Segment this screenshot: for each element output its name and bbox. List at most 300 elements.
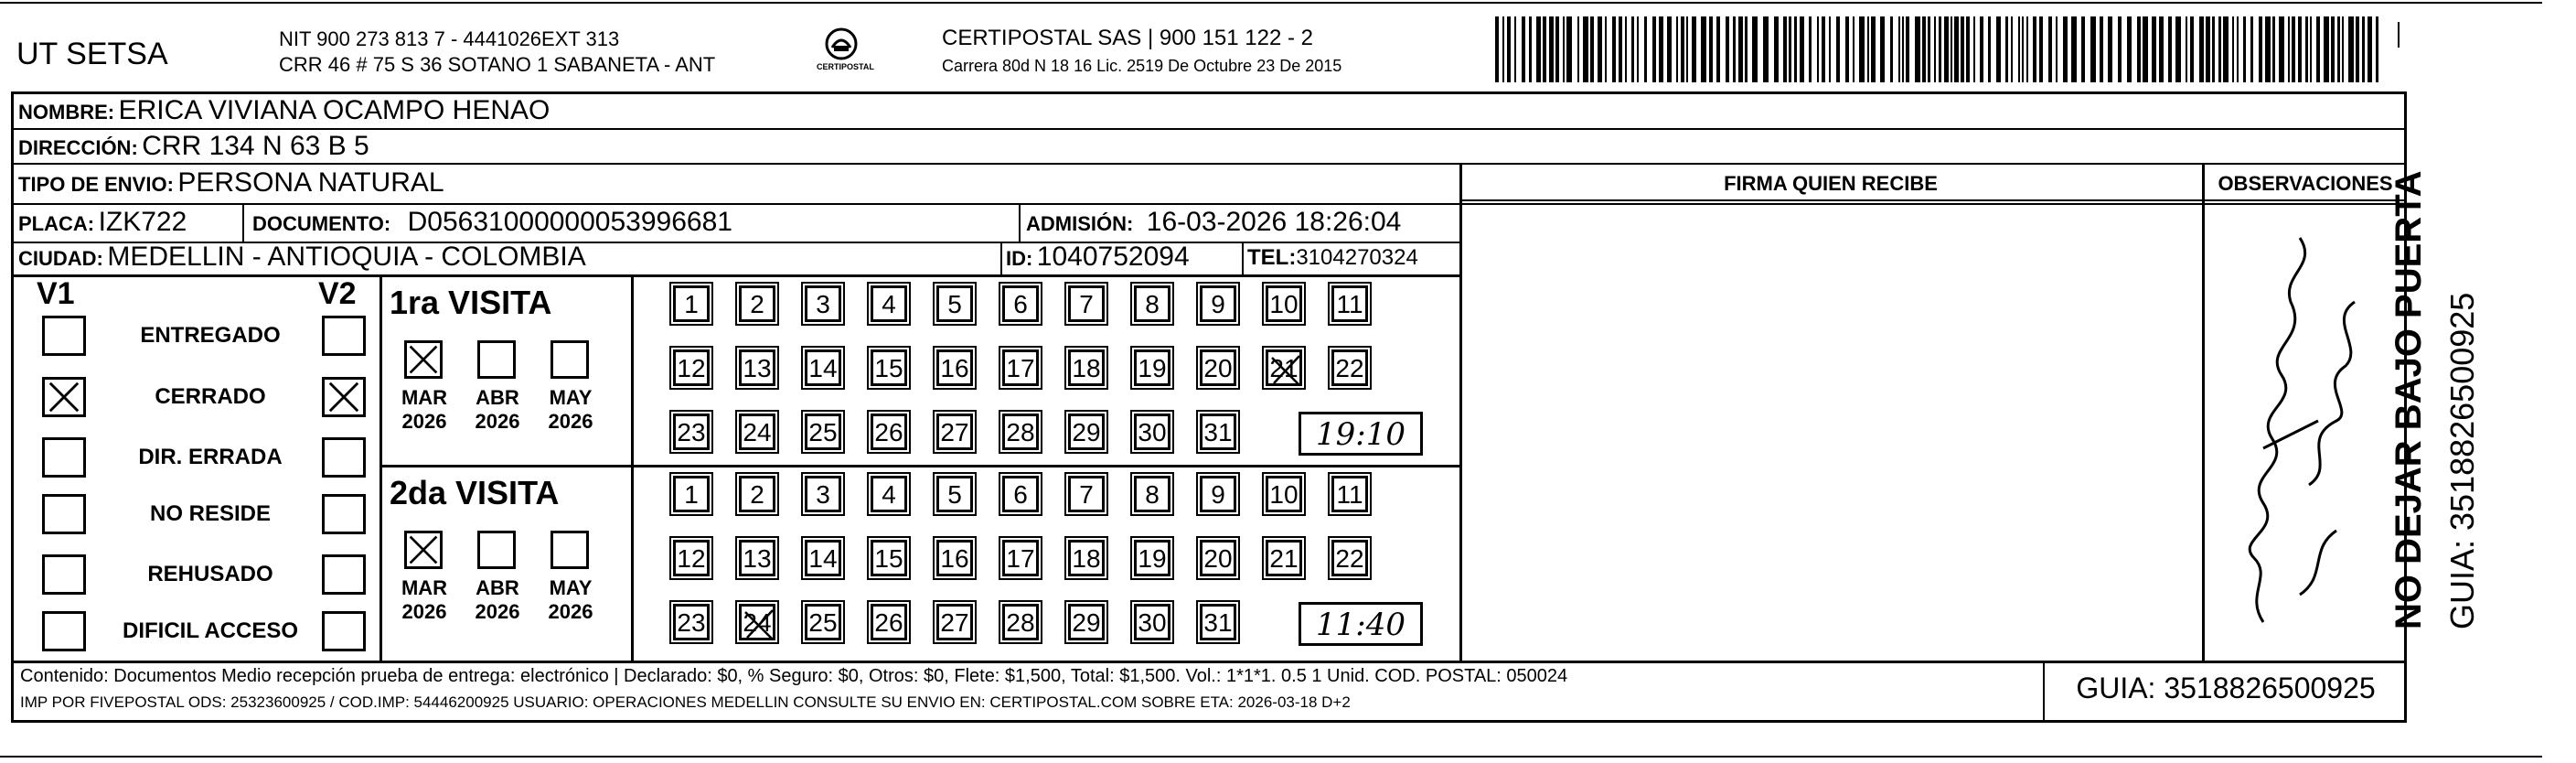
placa-label: PLACA: bbox=[18, 212, 95, 235]
barcode-bar bbox=[1880, 16, 1885, 82]
tel-label: TEL: bbox=[1247, 245, 1297, 270]
day-box[interactable] bbox=[1266, 285, 1302, 322]
barcode-bar bbox=[1738, 16, 1743, 82]
barcode-bar bbox=[1817, 16, 1819, 82]
row-line bbox=[11, 128, 2407, 130]
day-number: 17 bbox=[1006, 544, 1035, 573]
top-border bbox=[0, 2, 2542, 4]
day-number: 25 bbox=[808, 608, 838, 637]
barcode-bar bbox=[1566, 16, 1572, 82]
id-value: 1040752094 bbox=[1036, 242, 1190, 272]
day-number: 31 bbox=[1203, 418, 1233, 446]
day-number: 8 bbox=[1145, 480, 1160, 509]
barcode-bar bbox=[2298, 16, 2302, 82]
day-number: 21 bbox=[1269, 544, 1299, 573]
barcode-bar bbox=[1809, 16, 1812, 82]
day-box[interactable] bbox=[1002, 349, 1039, 386]
day-number: 29 bbox=[1072, 418, 1101, 446]
barcode-bar bbox=[1954, 16, 1959, 82]
barcode-bar bbox=[1973, 16, 1975, 82]
barcode-bar bbox=[1549, 16, 1554, 82]
status-label: DIFICIL ACCESO bbox=[122, 618, 298, 643]
logo-text: CERTIPOSTAL bbox=[817, 62, 874, 71]
day-box[interactable] bbox=[936, 604, 973, 640]
day-box[interactable] bbox=[1068, 285, 1105, 322]
barcode-bar bbox=[1745, 16, 1748, 82]
day-box[interactable] bbox=[1134, 476, 1170, 512]
barcode-bar bbox=[1789, 16, 1791, 82]
day-number: 3 bbox=[816, 480, 830, 509]
day-number: 2 bbox=[750, 480, 764, 509]
nombre-label: NOMBRE: bbox=[18, 101, 115, 124]
day-mark-icon bbox=[742, 607, 778, 643]
barcode-bar bbox=[1716, 16, 1720, 82]
day-box[interactable] bbox=[673, 349, 710, 386]
barcode-bar bbox=[1543, 16, 1546, 82]
barcode-bar bbox=[2071, 16, 2077, 82]
day-box[interactable] bbox=[936, 349, 973, 386]
month-checkbox[interactable] bbox=[550, 340, 589, 379]
day-box[interactable] bbox=[1266, 476, 1302, 512]
direccion-value: CRR 134 N 63 B 5 bbox=[142, 131, 369, 161]
barcode-bar bbox=[2376, 16, 2378, 82]
barcode-bar bbox=[1845, 16, 1849, 82]
x-mark-icon bbox=[407, 343, 440, 376]
day-box[interactable] bbox=[805, 540, 841, 576]
barcode-bar bbox=[1659, 16, 1663, 82]
day-box[interactable] bbox=[871, 414, 907, 450]
day-box[interactable] bbox=[739, 285, 775, 322]
month-checkbox[interactable] bbox=[477, 531, 516, 569]
time-box[interactable] bbox=[1299, 412, 1423, 456]
bottom-border bbox=[0, 756, 2542, 758]
day-box[interactable] bbox=[1002, 540, 1039, 576]
barcode-bar bbox=[2348, 16, 2354, 82]
barcode-bar bbox=[1644, 16, 1647, 82]
visit-title: 1ra VISITA bbox=[390, 284, 552, 321]
day-box[interactable] bbox=[1331, 476, 1368, 512]
day-box[interactable] bbox=[673, 414, 710, 450]
tipo-row bbox=[18, 167, 444, 199]
day-number: 27 bbox=[940, 608, 969, 637]
day-box[interactable] bbox=[739, 540, 775, 576]
day-box[interactable] bbox=[673, 604, 710, 640]
v2-checkbox[interactable] bbox=[322, 316, 366, 356]
barcode-bar bbox=[1529, 16, 1532, 82]
day-box[interactable] bbox=[1068, 540, 1105, 576]
barcode-bar bbox=[2033, 16, 2036, 82]
barcode-bar bbox=[2288, 16, 2290, 82]
col-line-tel bbox=[1242, 242, 1244, 274]
day-box[interactable] bbox=[1200, 349, 1236, 386]
day-box[interactable] bbox=[871, 349, 907, 386]
month-checkbox[interactable] bbox=[550, 531, 589, 569]
barcode-bar bbox=[1871, 16, 1876, 82]
barcode-bar bbox=[2272, 16, 2275, 82]
barcode-bar bbox=[1928, 16, 1930, 82]
barcode-bar bbox=[2127, 16, 2132, 82]
barcode-bar bbox=[1692, 16, 1696, 82]
barcode-bar bbox=[2331, 16, 2335, 82]
handwritten-time: 11:40 bbox=[1316, 607, 1406, 643]
month-year: 2026 bbox=[475, 410, 520, 433]
barcode-bar bbox=[2090, 16, 2096, 82]
day-number: 4 bbox=[882, 480, 896, 509]
day-box[interactable] bbox=[1266, 349, 1302, 386]
x-mark-icon bbox=[407, 533, 440, 566]
day-number: 24 bbox=[743, 418, 772, 446]
barcode-bar bbox=[1794, 16, 1797, 82]
day-box[interactable] bbox=[805, 349, 841, 386]
barcode-bar bbox=[1898, 16, 1900, 82]
day-number: 2 bbox=[750, 290, 764, 318]
day-box[interactable] bbox=[739, 604, 775, 640]
day-number: 29 bbox=[1072, 608, 1101, 637]
day-number: 9 bbox=[1211, 290, 1225, 318]
ciudad-value: MEDELLIN - ANTIOQUIA - COLOMBIA bbox=[107, 242, 586, 272]
ciudad-field bbox=[18, 242, 586, 273]
id-label: ID: bbox=[1006, 247, 1033, 270]
footer-imp-line: IMP POR FIVEPOSTAL ODS: 25323600925 / COD.IMP: 54446200925 USUARIO: OPERACIONES MEDELLIN CONSULTE SU ENVIO EN: CERTIPOSTAL.COM SOBRE ETA: 2026-03-18 D+2 bbox=[20, 693, 1351, 711]
barcode-bar bbox=[2362, 16, 2365, 82]
barcode-bar bbox=[1598, 16, 1602, 82]
v2-checkbox[interactable] bbox=[322, 437, 366, 478]
v2-checkbox[interactable] bbox=[322, 377, 366, 417]
day-box[interactable] bbox=[871, 540, 907, 576]
month-label bbox=[468, 386, 527, 434]
month-checkbox[interactable] bbox=[404, 340, 443, 379]
month-year: 2026 bbox=[401, 600, 447, 623]
day-number: 30 bbox=[1138, 418, 1167, 446]
day-box[interactable] bbox=[1002, 414, 1039, 450]
tipo-label: TIPO DE ENVIO: bbox=[18, 173, 174, 196]
admision-field bbox=[1026, 207, 1401, 238]
barcode-bar bbox=[2218, 16, 2221, 82]
barcode bbox=[1495, 16, 2387, 82]
nombre-value: ERICA VIVIANA OCAMPO HENAO bbox=[118, 95, 550, 125]
barcode-bar bbox=[2292, 16, 2295, 82]
day-box[interactable] bbox=[1134, 604, 1170, 640]
day-box[interactable] bbox=[1068, 604, 1105, 640]
day-number: 16 bbox=[940, 354, 969, 382]
day-number: 12 bbox=[677, 544, 706, 573]
day-box[interactable] bbox=[1134, 414, 1170, 450]
row-line bbox=[11, 203, 2407, 205]
day-box[interactable] bbox=[1331, 285, 1368, 322]
day-box[interactable] bbox=[739, 476, 775, 512]
v1-checkbox[interactable] bbox=[42, 494, 86, 534]
barcode-bar bbox=[2137, 16, 2141, 82]
day-box[interactable] bbox=[673, 476, 710, 512]
barcode-bar bbox=[2159, 16, 2164, 82]
day-box[interactable] bbox=[1200, 540, 1236, 576]
barcode-bar bbox=[2265, 16, 2271, 82]
day-number: 8 bbox=[1145, 290, 1160, 318]
v2-header: V2 bbox=[318, 276, 357, 311]
footer-content-line: Contenido: Documentos Medio recepción prueba de entrega: electrónico | Declarado: $0, % Seguro: $0, Otros: $0, Flete: $1,500, Total: $1,500. Vol.: 1*1*1. 0.5 1 Unid. COD. POSTAL: 050024 bbox=[20, 666, 1568, 686]
id-field bbox=[1006, 242, 1190, 273]
month-label bbox=[541, 576, 600, 624]
barcode-bar bbox=[2175, 16, 2181, 82]
day-box[interactable] bbox=[805, 604, 841, 640]
barcode-bar bbox=[1836, 16, 1840, 82]
barcode-bar bbox=[2259, 16, 2262, 82]
day-mark-icon bbox=[1268, 352, 1305, 389]
certipostal-logo bbox=[823, 26, 860, 62]
barcode-bar bbox=[2108, 16, 2112, 82]
barcode-bar bbox=[1590, 16, 1594, 82]
day-box[interactable] bbox=[871, 476, 907, 512]
barcode-bar bbox=[1890, 16, 1893, 82]
day-number: 7 bbox=[1079, 480, 1094, 509]
day-box[interactable] bbox=[805, 414, 841, 450]
visit-title: 2da VISITA bbox=[390, 474, 560, 511]
day-number: 19 bbox=[1138, 354, 1167, 382]
barcode-bar bbox=[2081, 16, 2085, 82]
barcode-bar bbox=[1701, 16, 1706, 82]
barcode-bar bbox=[1612, 16, 1616, 82]
day-number: 10 bbox=[1269, 290, 1299, 318]
day-number: 12 bbox=[677, 354, 706, 382]
v1-checkbox[interactable] bbox=[42, 611, 86, 651]
tel-value: 3104270324 bbox=[1296, 245, 1418, 270]
barcode-bar bbox=[2100, 16, 2103, 82]
day-number: 20 bbox=[1203, 544, 1233, 573]
day-box[interactable] bbox=[1134, 285, 1170, 322]
day-number: 13 bbox=[743, 544, 772, 573]
barcode-bar bbox=[2250, 16, 2253, 82]
barcode-bar bbox=[1922, 16, 1926, 82]
tipo-value: PERSONA NATURAL bbox=[177, 167, 444, 198]
nit-text: NIT 900 273 813 7 - 4441026EXT 313 bbox=[279, 27, 620, 50]
day-number: 22 bbox=[1335, 354, 1364, 382]
certipostal-info: CERTIPOSTAL SAS | 900 151 122 - 2 bbox=[942, 26, 1313, 50]
barcode-bar bbox=[2305, 16, 2308, 82]
barcode-bar bbox=[1988, 16, 1991, 82]
day-number: 18 bbox=[1072, 354, 1101, 382]
barcode-bar bbox=[1859, 16, 1865, 82]
v2-checkbox[interactable] bbox=[322, 611, 366, 651]
v2-checkbox[interactable] bbox=[322, 554, 366, 595]
certipostal-logo-icon bbox=[823, 26, 860, 62]
barcode-bar bbox=[1605, 16, 1607, 82]
day-number: 6 bbox=[1013, 480, 1028, 509]
month-name: ABR bbox=[476, 576, 519, 599]
barcode-bar bbox=[1966, 16, 1970, 82]
v1-checkbox[interactable] bbox=[42, 437, 86, 478]
day-number: 22 bbox=[1335, 544, 1364, 573]
time-box[interactable] bbox=[1299, 602, 1423, 646]
barcode-bar bbox=[1563, 16, 1565, 82]
barcode-bar bbox=[1686, 16, 1688, 82]
day-box[interactable] bbox=[936, 414, 973, 450]
ciudad-label: CIUDAD: bbox=[18, 247, 103, 270]
documento-label: DOCUMENTO: bbox=[252, 212, 391, 235]
x-mark-icon bbox=[45, 380, 83, 414]
day-box[interactable] bbox=[936, 540, 973, 576]
day-number: 25 bbox=[808, 418, 838, 446]
barcode-bar bbox=[2199, 16, 2204, 82]
day-number: 13 bbox=[743, 354, 772, 382]
month-label bbox=[395, 576, 454, 624]
day-box[interactable] bbox=[1002, 285, 1039, 322]
barcode-bar bbox=[1939, 16, 1941, 82]
barcode-bar bbox=[1915, 16, 1920, 82]
col-line-placa bbox=[242, 203, 244, 242]
month-name: ABR bbox=[476, 386, 519, 409]
day-number: 15 bbox=[874, 544, 903, 573]
barcode-bar bbox=[1625, 16, 1627, 82]
row-line bbox=[11, 274, 1459, 277]
day-box[interactable] bbox=[1266, 540, 1302, 576]
barcode-bar bbox=[1619, 16, 1622, 82]
day-box[interactable] bbox=[1134, 540, 1170, 576]
day-box[interactable] bbox=[1068, 349, 1105, 386]
day-box[interactable] bbox=[1134, 349, 1170, 386]
day-box[interactable] bbox=[871, 285, 907, 322]
day-number: 10 bbox=[1269, 480, 1299, 509]
barcode-bar bbox=[2206, 16, 2210, 82]
day-number: 18 bbox=[1072, 544, 1101, 573]
barcode-bar bbox=[1763, 16, 1769, 82]
header-sub-line bbox=[1459, 199, 2407, 201]
barcode-bar bbox=[1502, 16, 1504, 82]
barcode-bar bbox=[2063, 16, 2068, 82]
status-label: REHUSADO bbox=[147, 562, 273, 586]
month-checkbox[interactable] bbox=[404, 531, 443, 569]
barcode-bar bbox=[2279, 16, 2284, 82]
company-name: UT SETSA bbox=[16, 37, 168, 71]
barcode-bar bbox=[1800, 16, 1804, 82]
status-label: ENTREGADO bbox=[140, 323, 281, 348]
day-number: 27 bbox=[940, 418, 969, 446]
barcode-bar bbox=[2342, 16, 2344, 82]
day-number: 28 bbox=[1006, 418, 1035, 446]
month-checkbox[interactable] bbox=[477, 340, 516, 379]
edge-mark bbox=[2398, 22, 2400, 48]
barcode-bar bbox=[2368, 16, 2372, 82]
day-box[interactable] bbox=[805, 285, 841, 322]
col-line-obs bbox=[2202, 165, 2205, 661]
day-box[interactable] bbox=[1002, 476, 1039, 512]
day-number: 9 bbox=[1211, 480, 1225, 509]
barcode-bar bbox=[1961, 16, 1964, 82]
day-box[interactable] bbox=[1200, 604, 1236, 640]
day-box[interactable] bbox=[805, 476, 841, 512]
day-box[interactable] bbox=[1331, 349, 1368, 386]
barcode-bar bbox=[1522, 16, 1525, 82]
day-number: 20 bbox=[1203, 354, 1233, 382]
barcode-bar bbox=[2018, 16, 2020, 82]
day-box[interactable] bbox=[1200, 414, 1236, 450]
barcode-bar bbox=[1752, 16, 1758, 82]
v1-checkbox[interactable] bbox=[42, 316, 86, 356]
v2-checkbox[interactable] bbox=[322, 494, 366, 534]
placa-value: IZK722 bbox=[98, 207, 187, 237]
barcode-bar bbox=[2237, 16, 2239, 82]
col-line-firma bbox=[1459, 165, 1462, 661]
month-name: MAR bbox=[401, 386, 448, 409]
v1-checkbox[interactable] bbox=[42, 377, 86, 417]
barcode-bar bbox=[2048, 16, 2052, 82]
day-box[interactable] bbox=[739, 349, 775, 386]
day-box[interactable] bbox=[871, 604, 907, 640]
barcode-bar bbox=[1676, 16, 1678, 82]
month-name: MAY bbox=[549, 576, 593, 599]
observaciones-header: OBSERVACIONES bbox=[2218, 172, 2393, 195]
barcode-bar bbox=[2026, 16, 2028, 82]
barcode-bar bbox=[2324, 16, 2329, 82]
barcode-bar bbox=[2186, 16, 2187, 82]
barcode-bar bbox=[1631, 16, 1634, 82]
barcode-bar bbox=[2223, 16, 2229, 82]
documento-value: D05631000000053996681 bbox=[407, 207, 732, 237]
documento-field bbox=[252, 207, 732, 238]
barcode-bar bbox=[1902, 16, 1904, 82]
day-box[interactable] bbox=[1002, 604, 1039, 640]
day-number: 31 bbox=[1203, 608, 1233, 637]
firma-header: FIRMA QUIEN RECIBE bbox=[1724, 172, 1938, 195]
row-line bbox=[11, 163, 2407, 165]
barcode-bar bbox=[1555, 16, 1559, 82]
day-box[interactable] bbox=[1068, 414, 1105, 450]
day-box[interactable] bbox=[1200, 285, 1236, 322]
barcode-bar bbox=[2005, 16, 2008, 82]
day-box[interactable] bbox=[1200, 476, 1236, 512]
day-number: 26 bbox=[874, 608, 903, 637]
barcode-bar bbox=[1577, 16, 1579, 82]
barcode-bar bbox=[2212, 16, 2215, 82]
day-box[interactable] bbox=[673, 285, 710, 322]
day-number: 5 bbox=[947, 290, 962, 318]
month-year: 2026 bbox=[475, 600, 520, 623]
v1-checkbox[interactable] bbox=[42, 554, 86, 595]
barcode-bar bbox=[1733, 16, 1736, 82]
day-number: 1 bbox=[684, 480, 699, 509]
barcode-bar bbox=[2011, 16, 2013, 82]
day-number: 26 bbox=[874, 418, 903, 446]
day-box[interactable] bbox=[936, 285, 973, 322]
v1-header: V1 bbox=[37, 276, 75, 311]
day-box[interactable] bbox=[673, 540, 710, 576]
status-label: DIR. ERRADA bbox=[138, 445, 283, 469]
barcode-bar bbox=[2310, 16, 2312, 82]
day-number: 11 bbox=[1336, 480, 1363, 509]
status-label: NO RESIDE bbox=[149, 501, 272, 526]
day-box[interactable] bbox=[1068, 476, 1105, 512]
day-box[interactable] bbox=[1331, 540, 1368, 576]
barcode-bar bbox=[1996, 16, 2001, 82]
admision-value: 16-03-2026 18:26:04 bbox=[1146, 207, 1402, 237]
signature-drawing bbox=[2208, 210, 2391, 650]
day-number: 28 bbox=[1006, 608, 1035, 637]
day-box[interactable] bbox=[739, 414, 775, 450]
barcode-bar bbox=[2316, 16, 2320, 82]
barcode-bar bbox=[1934, 16, 1936, 82]
day-number: 14 bbox=[808, 354, 838, 382]
day-number: 11 bbox=[1336, 290, 1363, 318]
barcode-bar bbox=[1867, 16, 1869, 82]
x-mark-icon bbox=[325, 380, 363, 414]
day-box[interactable] bbox=[936, 476, 973, 512]
tel-field bbox=[1247, 245, 1418, 271]
barcode-bar bbox=[1944, 16, 1949, 82]
barcode-bar bbox=[1536, 16, 1541, 82]
day-number: 24 bbox=[743, 608, 772, 637]
day-number: 3 bbox=[816, 290, 830, 318]
barcode-bar bbox=[1667, 16, 1672, 82]
barcode-bar bbox=[2232, 16, 2234, 82]
